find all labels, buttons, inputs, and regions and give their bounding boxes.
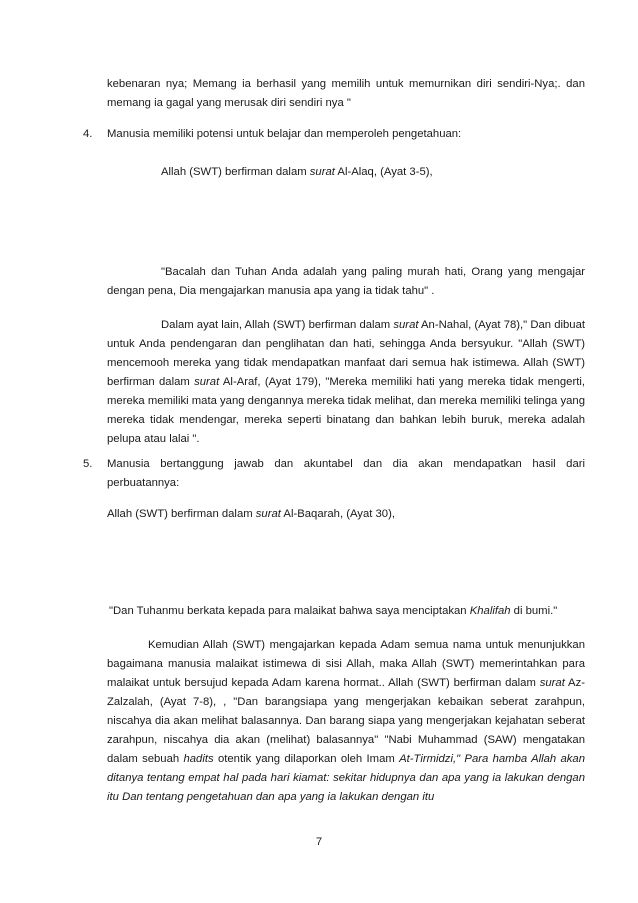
- para-tirmidzi: At-Tirmidzi," Para hamba Allah akan ditanya tentang empat hal pada hari kiamat: sekitar hidupnya dan apa yang ia lakukan dengan itu Dan tentang pengetahuan dan apa yang ia lakukan dengan itu: [107, 753, 586, 803]
- para-surat-2: surat: [194, 376, 220, 388]
- para-post-2: Al-Araf, (Ayat 179), "Mereka memiliki hati yang mereka tidak mengerti, mereka memiliki mata yang dengannya mereka tidak melihat, dan mereka memiliki telinga yang mereka tidak mendengar, mereka seperti binatang dan bahkan lebih buruk, mereka adalah pelupa atau lalai ".: [107, 376, 585, 445]
- para-surat: surat: [393, 319, 419, 331]
- para-surat: surat: [539, 677, 565, 689]
- item-4-number: 4.: [83, 128, 93, 140]
- quote-text: "Bacalah dan Tuhan Anda adalah yang paling murah hati, Orang yang mengajar dengan pena, Dia mengajarkan manusia apa yang ia tidak tahu" .: [107, 266, 585, 297]
- top-line-1: kebenaran nya; Memang ia berhasil yang memilih untuk memurnikan diri sendiri-Nya;. dan: [107, 78, 585, 90]
- item-5-citation: [107, 506, 395, 522]
- item-5-line-1: Manusia bertanggung jawab dan akuntabel dan dia akan mendapatkan hasil dari: [107, 458, 585, 470]
- item-4-text: Manusia memiliki potensi untuk belajar dan memperoleh pengetahuan:: [107, 128, 462, 140]
- citation-pre: Allah (SWT) berfirman dalam: [161, 166, 310, 178]
- quote-khalifah: Khalifah: [469, 605, 511, 617]
- quote-pre: "Dan Tuhanmu berkata kepada para malaikat bahwa saya menciptakan: [109, 605, 470, 617]
- quote-post: di bumi.": [510, 605, 558, 617]
- citation-surat: surat: [255, 508, 281, 520]
- paragraph-text: [107, 636, 585, 807]
- item-4-quote: [107, 263, 585, 301]
- citation-pre: Allah (SWT) berfirman dalam: [107, 508, 256, 520]
- item-4-citation: [161, 164, 433, 180]
- para-hadits: hadits: [183, 753, 214, 765]
- citation-post: Al-Alaq, (Ayat 3-5),: [334, 166, 433, 178]
- para-post: An-Nahal, (Ayat 78)," Dan dibuat untuk Anda pendengaran dan penglihatan dan hati, sehingga Anda bersyukur. "Allah (SWT) mencemooh mereka yang tidak mendapatkan manfaat dari semua hak istimewa. Allah (SWT) berfirman dalam: [107, 319, 585, 388]
- para-pre: Dalam ayat lain, Allah (SWT) berfirman dalam: [161, 319, 394, 331]
- citation-surat: surat: [309, 166, 335, 178]
- paragraph-text: [107, 316, 585, 449]
- item-5-paragraph: [107, 636, 585, 807]
- para-c: otentik yang dilaporkan oleh Imam: [213, 753, 400, 765]
- item-5-line-2: perbuatannya:: [107, 477, 180, 489]
- item-5-quote: [109, 603, 557, 619]
- top-line-2: memang ia gagal yang merusak diri sendiri nya ": [107, 97, 351, 109]
- page-number: 7: [315, 836, 323, 848]
- item-5-number: 5.: [83, 458, 93, 470]
- para-a: Kemudian Allah (SWT) mengajarkan kepada Adam semua nama untuk menunjukkan bagaimana manusia malaikat istimewa di sisi Allah, maka Allah (SWT) memerintahkan para malaikat untuk bersujud kepada Adam karena hormat.. Allah (SWT) berfirman dalam: [107, 639, 585, 689]
- para-b: Az-Zalzalah, (Ayat 7-8), , "Dan barangsiapa yang mengerjakan kebaikan seberat zarahpun, niscahya dia akan melihat balasannya. Dan barang siapa yang mengerjakan kejahatan seberat zarahpun, niscahya dia akan (melihat) balasannya" "Nabi Muhammad (SAW) mengatakan dalam sebuah: [107, 677, 585, 765]
- citation-post: Al-Baqarah, (Ayat 30),: [280, 508, 395, 520]
- item-4-paragraph: [107, 316, 585, 449]
